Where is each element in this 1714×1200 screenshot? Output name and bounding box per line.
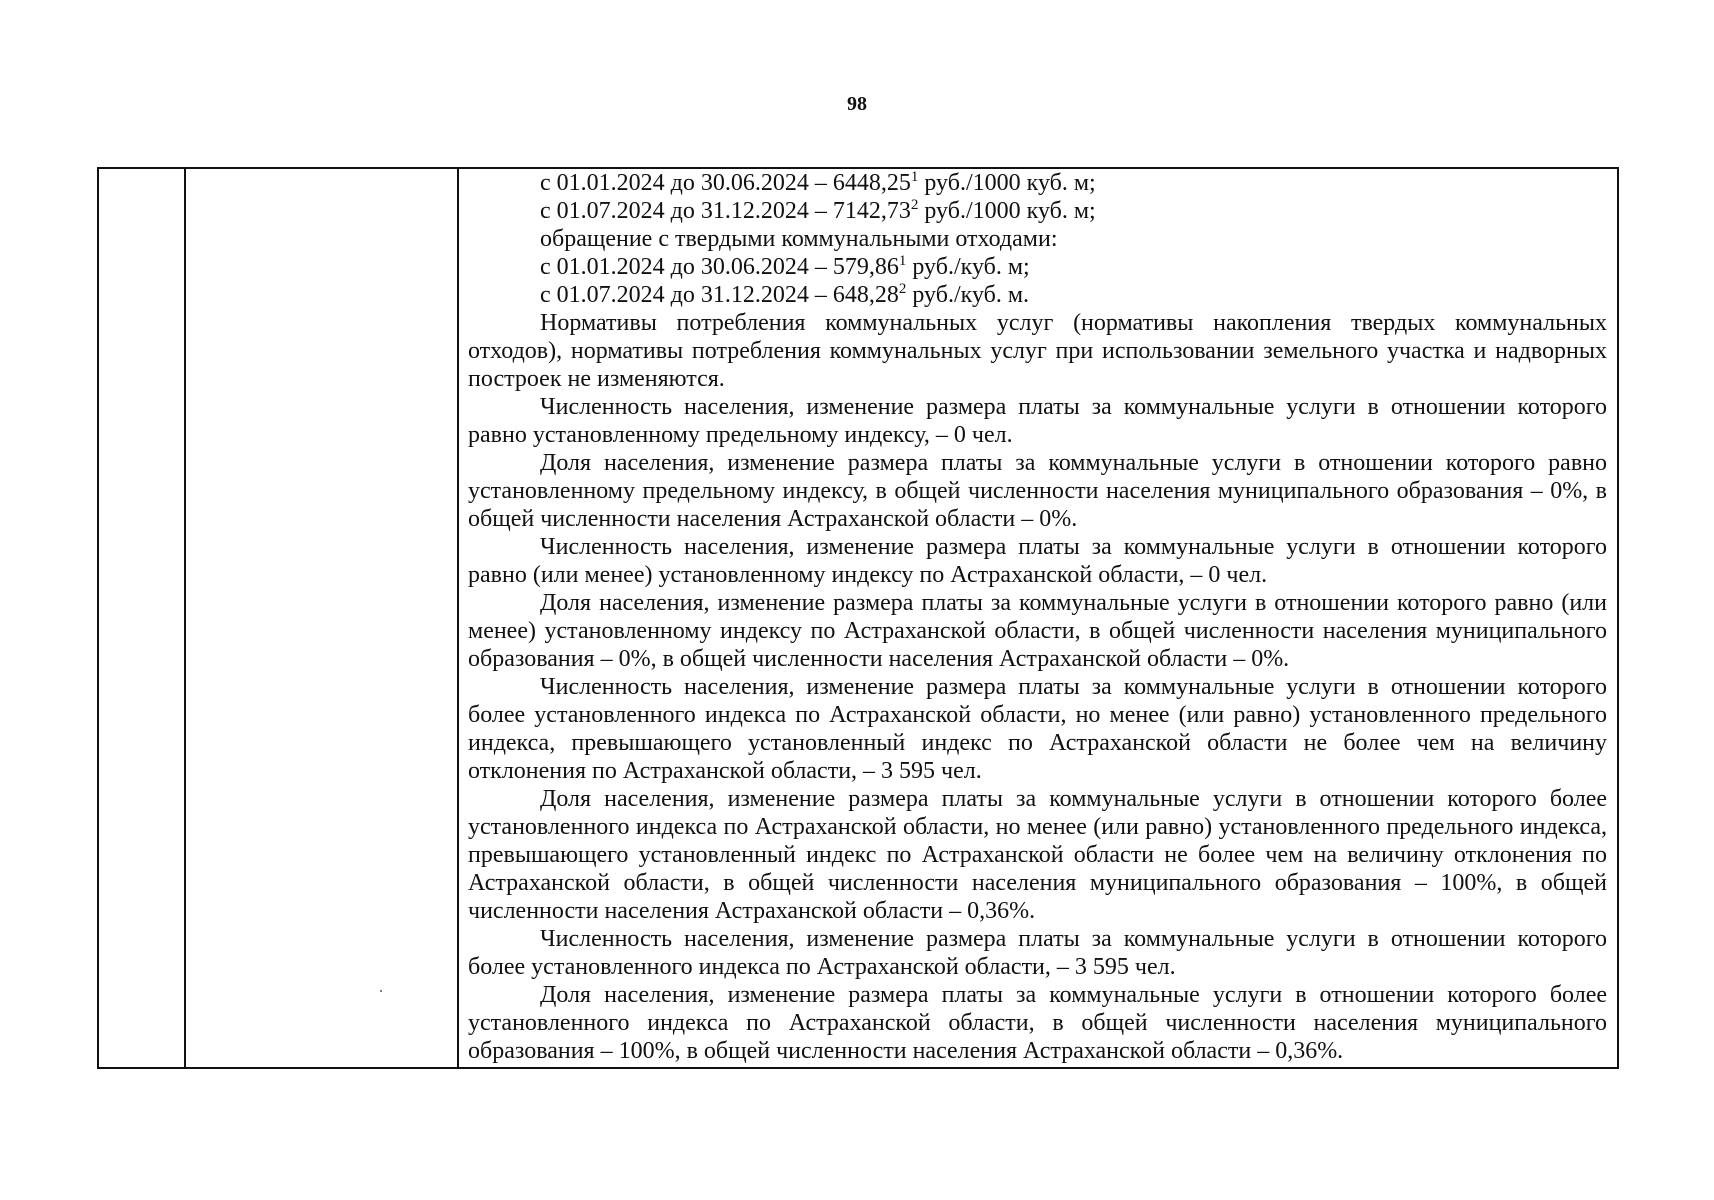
- paragraph-norms: Нормативы потребления коммунальных услуг (нормативы накопления твердых коммунальных отходов), нормативы потребления коммунальных услуг при использовании земельного участка и надворных построек не изменяются.: [468, 310, 1607, 392]
- waste-line: с 01.07.2024 до 31.12.2024 – 648,28$^2$ руб./куб. м.: [540, 281, 1030, 308]
- paragraph-population-equal-index: Численность населения, изменение размера платы за коммунальные услуги в отношении которого равно (или менее) установленному индексу по Астраханской области, – 0 чел.: [468, 534, 1607, 588]
- table-cell-name: [186, 169, 459, 1067]
- table-cell-content: [459, 169, 1617, 1067]
- waste-heading: обращение с твердыми коммунальными отходами:: [540, 226, 1058, 252]
- paragraph-population-above-index-below-limit: Численность населения, изменение размера платы за коммунальные услуги в отношении которого более установленного индекса по Астраханской области, но менее (или равно) установленного предельного индекса, превышающего установленный индекс по Астраханской области не более чем на величину отклонения по Астраханской области, – 3 595 чел.: [468, 674, 1607, 784]
- paragraph-population-above-index: Численность населения, изменение размера платы за коммунальные услуги в отношении которого более установленного индекса по Астраханской области, – 3 595 чел.: [468, 926, 1607, 980]
- document-table: [97, 167, 1619, 1069]
- paragraph-share-above-index: Доля населения, изменение размера платы за коммунальные услуги в отношении которого более установленного индекса по Астраханской области, в общей численности населения муниципального образования – 100%, в общей численности населения Астраханской области – 0,36%.: [468, 982, 1607, 1064]
- page-number: 98: [847, 93, 867, 115]
- paragraph-share-above-index-below-limit: Доля населения, изменение размера платы за коммунальные услуги в отношении которого более установленного индекса по Астраханской области, но менее (или равно) установленного предельного индекса, превышающего установленный индекс по Астраханской области не более чем на величину отклонения по Астраханской области, в общей численности населения муниципального образования – 100%, в общей численности населения Астраханской области – 0,36%.: [468, 786, 1607, 924]
- tariff-line: с 01.07.2024 до 31.12.2024 – 7142,73$^2$ руб./1000 куб. м;: [540, 197, 1096, 224]
- paragraph-share-equal-limit: Доля населения, изменение размера платы за коммунальные услуги в отношении которого равно установленному предельному индексу, в общей численности населения муниципального образования – 0%, в общей численности населения Астраханской области – 0%.: [468, 450, 1607, 532]
- waste-line: с 01.01.2024 до 30.06.2024 – 579,86$^1$ руб./куб. м;: [540, 253, 1030, 280]
- scan-speck: [380, 990, 382, 992]
- table-cell-number: [99, 169, 186, 1067]
- paragraph-share-equal-index: Доля населения, изменение размера платы за коммунальные услуги в отношении которого равно (или менее) установленному индексу по Астраханской области, в общей численности населения муниципального образования – 0%, в общей численности населения Астраханской области – 0%.: [468, 590, 1607, 672]
- tariff-line: с 01.01.2024 до 30.06.2024 – 6448,25$^1$ руб./1000 куб. м;: [540, 169, 1096, 196]
- paragraph-population-equal-limit: Численность населения, изменение размера платы за коммунальные услуги в отношении которого равно установленному предельному индексу, – 0 чел.: [468, 394, 1607, 448]
